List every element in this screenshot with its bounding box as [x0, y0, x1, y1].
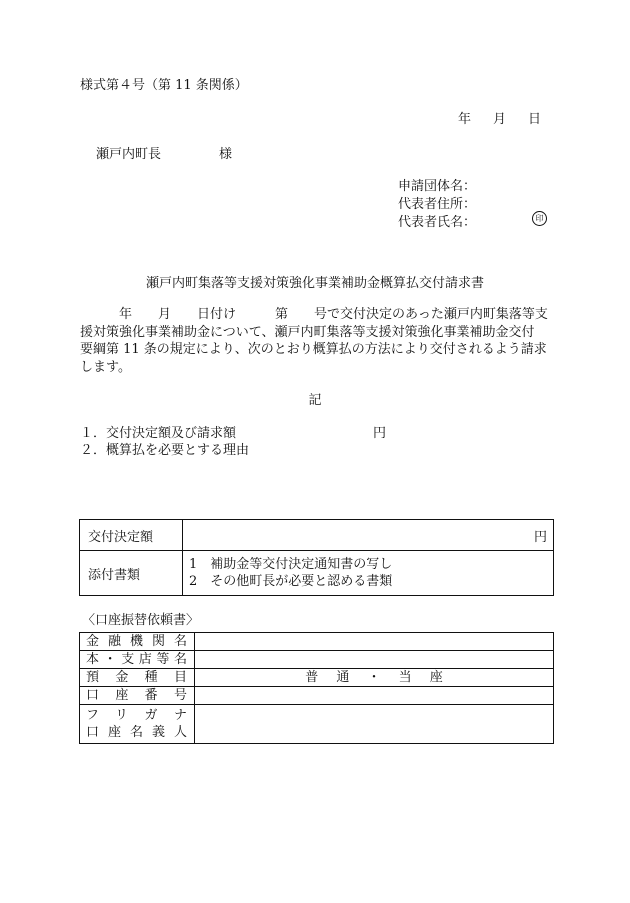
account-table	[79, 632, 554, 744]
body-text	[80, 306, 555, 376]
deposit-type-label: 預金種目	[80, 669, 195, 687]
account-holder-label: 口座名義人	[86, 725, 188, 740]
applicant-block	[398, 178, 476, 232]
table-row	[80, 705, 554, 744]
table-row	[80, 651, 554, 669]
table-row	[80, 633, 554, 651]
date-day: 日	[528, 112, 542, 127]
form-number: 様式第４号（第 11 条関係）	[80, 78, 248, 93]
body-line: 援対策強化事業補助金について、瀬戸内町集落等支援対策強化事業補助金交付	[80, 324, 535, 340]
attachment-item: 1 補助金等交付決定通知書の写し	[189, 557, 393, 572]
table-row	[80, 669, 554, 687]
decision-table	[79, 519, 554, 596]
branch-name-field[interactable]	[195, 651, 554, 669]
decision-amount-field[interactable]: 円	[183, 520, 554, 551]
addressee-name: 瀬戸内町長	[96, 147, 162, 162]
account-holder-field[interactable]	[195, 705, 554, 744]
body-line: 年 月 日付け 第 号で交付決定のあった瀬戸内町集落等支	[80, 307, 548, 322]
decision-amount-label: 交付決定額	[80, 520, 183, 551]
document-title: 瀬戸内町集落等支援対策強化事業補助金概算払交付請求書	[145, 276, 484, 291]
attachment-item: 2 その他町長が必要と認める書類	[189, 574, 393, 589]
list-item	[80, 425, 387, 442]
furigana-label: フリガナ	[86, 708, 188, 723]
branch-name-label: 本・支店等名	[80, 651, 195, 669]
list-item	[80, 442, 249, 459]
attachments-label: 添付書類	[80, 551, 183, 596]
account-number-label: 口座番号	[80, 687, 195, 705]
item-list	[80, 425, 387, 459]
account-number-field[interactable]	[195, 687, 554, 705]
table-row	[80, 520, 554, 551]
addressee-honorific: 様	[219, 147, 233, 162]
deposit-type-options[interactable]: 普 通 ・ 当 座	[195, 669, 554, 687]
bank-name-label: 金融機関名	[80, 633, 195, 651]
applicant-address-label: 代表者住所：	[398, 197, 477, 212]
ki-heading: 記	[308, 393, 322, 408]
table-row	[80, 551, 554, 596]
addressee	[96, 147, 232, 163]
applicant-rep-label: 代表者氏名：	[398, 215, 477, 230]
body-line: 要綱第 11 条の規定により、次のとおり概算払の方法により交付されるよう請求	[80, 342, 547, 357]
bank-name-field[interactable]	[195, 633, 554, 651]
seal-mark: 印	[532, 211, 547, 226]
table-row	[80, 687, 554, 705]
attachments-list	[183, 551, 554, 596]
item-text: １．交付決定額及び請求額	[80, 426, 237, 441]
body-line: します。	[80, 359, 131, 375]
item-unit: 円	[373, 426, 387, 441]
item-text: ２．概算払を必要とする理由	[80, 443, 250, 458]
date-year: 年	[458, 112, 472, 127]
applicant-org-label: 申請団体名：	[398, 179, 477, 194]
account-caption: 〈口座振替依頼書〉	[82, 613, 200, 628]
date-line	[458, 112, 541, 128]
holder-labels	[80, 705, 195, 744]
date-month: 月	[493, 112, 507, 127]
